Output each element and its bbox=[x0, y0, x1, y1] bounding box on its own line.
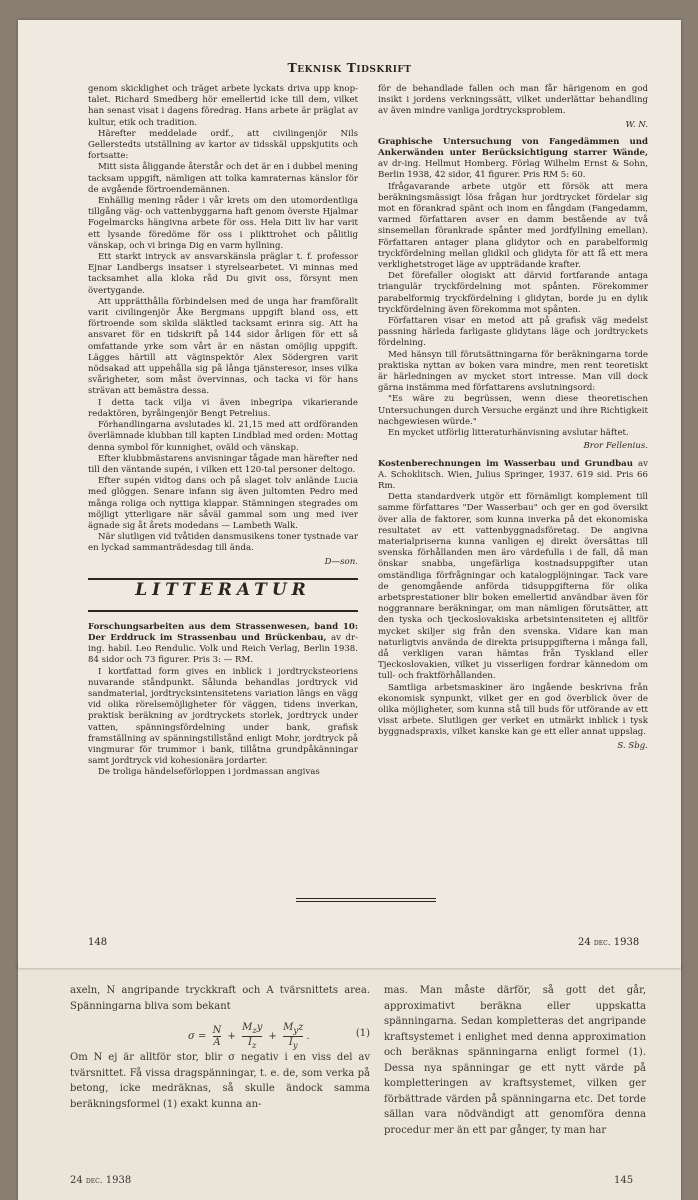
section-banner bbox=[88, 578, 358, 612]
paragraph: Att upprätthålla förbindelsen med de unga har framförallt varit civilingenjör Åke Bergmans uppgift bland oss, ett förtroende som skilda släktled tacksamt erinra sig. Att ha ansvaret för en tidskrift på 144 sidor årligen för ett så omfattande yrke som vårt är en nästan omöjlig uppgift. Lägges härtill att väginspektör Alex Södergren varit nödsakad att uppehålla sig på långa tjänsteresor, inses vilka svårigheter, som måst övervinnas, och tacka vi för hans strävan att bemästra dessa. bbox=[88, 296, 358, 397]
review-quote: "Es wäre zu begrüssen, wenn diese theoretischen Untersuchungen durch Versuche ergänzt und ihre Richtigkeit nachgewiesen würde." bbox=[378, 394, 648, 427]
divider-rule bbox=[296, 898, 436, 899]
review-heading: Forschungsarbeiten aus dem Strassenwesen, band 10: Der Erddruck im Strassenbau und Brückenbau, av dr-ing. habil. Leo Rendulic. Volk und Reich Verlag, Berlin 1938. 84 sidor och 73 figurer. Pris 3: — RM. bbox=[88, 621, 359, 666]
review-text: för de behandlade fallen och man får härigenom en god insikt i jordens verkningssätt, vilket underlättar behandling av även mindre vanliga jordtrycksproblem. bbox=[378, 84, 648, 117]
paragraph: Förhandlingarna avslutades kl. 21,15 med att ordföranden överlämnade klubban till kapten Lindblad med orden: Mottag denna symbol för kunnighet, oväld och vänskap. bbox=[88, 420, 358, 453]
section-title: LITTERATUR bbox=[135, 579, 311, 600]
back-left-text: axeln, N angripande tryckkraft och A tvärsnittets area. Spänningarna bliva som bekant bbox=[70, 985, 370, 1012]
formula-number: (1) bbox=[355, 1028, 370, 1039]
review-heading: Graphische Untersuchung von Fangedämmen und Ankerwänden unter Berücksichtigung starrer Wände, av dr-ing. Hellmut Homberg. Förlag Wilhelm Ernst & Sohn, Berlin 1938, 42 sidor, 41 figurer. Pris RM 5: 60. bbox=[378, 136, 648, 181]
back-right-column bbox=[384, 983, 646, 1138]
paragraph: Mitt sista åliggande återstår och det är en i dubbel mening tacksam uppgift, nämligen att tolka kamraternas känslor för de avgående förtroendemännen. bbox=[88, 162, 358, 195]
review-text: De troliga händelseförloppen i jordmassan angivas bbox=[98, 767, 320, 778]
page-number: 148 bbox=[88, 937, 108, 948]
back-right-text: mas. Man måste därför, så gott det går, approximativt beräkna eller uppskatta spänningarna. Sedan kompletteras det angripande kraftsystemet i enlighet med denna approximation och beräknas spänningarna enligt formel (1). Dessa nya spänningar ge ett nytt värde på kompletteringen av kraftsystemet, vilken ger förbättrade värden på spänningarna etc. Det torde sällan vara nödvändigt att genomföra denna procedur mer än ett par gånger, ty man har bbox=[384, 985, 646, 1136]
banner-rule-bottom bbox=[88, 610, 358, 612]
journal-header: Teknisk Tidskrift bbox=[287, 60, 412, 75]
review-text: Detta standardverk utgör ett förnämligt komplement till samme författares "Der Wasserbau" och ger en god översikt över alla de faktorer, som kunna inverka på det ekonomiska resultatet av ett vattenbyggnadsföretag. De angivna materialpriserna kunna vanligen ej direkt översättas till svenska förhållanden men äro värdefulla i de fall, då man önskar snabba, ungefärliga kostnadsuppgifter utan omständliga förfrågningar och katalogplöjningar. Tack vare de genomgående anförda tidsuppgifterna för olika arbetsprestationer blir boken emellertid användbar även för noggrannare beräkningar, om man nämligen förutsätter, att den tyska och tjeckoslovakiska arbetsintensiteten ej alltför mycket skiljer sig från den svenska. Vidare kan man naturligtvis använda de direkta prisuppgifterna i många fall, då verkligen varan hämtas från Tyskland eller Tjeckoslovakien, vilket ju visserligen fordrar kännedom om tull- och fraktförhållanden. bbox=[378, 492, 648, 682]
review-text: Det förefaller ologiskt att därvid fortfarande antaga triangulär tryckfördelning mot spånten. Förekommer parabelformig tryckfördelning i glidytan, borde ju en dylik tryckfördelning även förekomma mot spånten. bbox=[378, 271, 648, 315]
back-footer-date: 24 dec. 1938 bbox=[70, 1175, 132, 1186]
review-text: En mycket utförlig litteraturhänvisning avslutar häftet. bbox=[388, 428, 629, 439]
back-left-column bbox=[70, 983, 370, 1112]
signature: D—son. bbox=[324, 556, 358, 567]
paragraph: genom skicklighet och träget arbete lyckats driva upp knop-talet. Richard Smedberg hör emellertid icke till dem, vilket han senast visat i dagens föredrag. Hans arbete är präglat av kultur, etik och tradition. bbox=[88, 84, 358, 128]
back-footer-page: 145 bbox=[614, 1175, 634, 1186]
paragraph: Enhällig mening råder i vår krets om den utomordentliga tillgång väg- och vattenbyggarna haft genom överste Hjalmar Fogelmarcks hängivna arbete för oss. Hela Ditt liv har varit ett lysande föredöme för oss i plikttrohet och pålitlig vänskap, och vi bringa Dig en varm hyllning. bbox=[88, 196, 358, 251]
footer-date: 24 dec. 1938 bbox=[578, 937, 640, 948]
review-text: Med hänsyn till förutsättningarna för beräkningarna torde praktiska nyttan av boken vara mindre, men rent teoretiskt är härledningen av mycket stort intresse. Man vill dock gärna instämma med författarens avslutningsord: bbox=[378, 349, 648, 394]
paragraph: I detta tack vilja vi även inbegripa vikarierande redaktören, byråingenjör Bengt Petrelius. bbox=[88, 397, 358, 419]
review-text: Ifrågavarande arbete utgör ett försök att mera beräkningsmässigt lösa frågan hur jordtrycket fördelar sig mot en förankrad spänt och inom en fångdam (Fangedamm, varmed författaren avser en damm bestående av två sinsemellan förankrade spånter med jordfyllning emellan). Författaren antager plana glidytor och en parabelformig tryckfördelning mellan glidkil och glidyta för att få ett mera verklighetstroget läge av uppträdande krafter. bbox=[378, 181, 648, 271]
review-text: Författaren visar en metod att på grafisk väg medelst passning härleda farligaste glidytans läge och jordtryckets fördelning. bbox=[378, 316, 648, 349]
paragraph: Efter supén vidtog dans och på slaget tolv anlände Lucia med glöggen. Senare infann sig även jultomten Pedro med många roliga och nyttiga klappar. Stämningen stegrades om möjligt ytterligare när såväl gammal som ung med iver ägnade sig åt årets modedans — Lambeth Walk. bbox=[88, 476, 358, 531]
back-left-after: Om N ej är alltför stor, blir σ negativ i en viss del av tvärsnittet. Få vissa dragspänningar, t. e. de, som verka på betong, icke medräknas, så skulle ändock samma beräkningsformel (1) exakt kunna an- bbox=[70, 1052, 370, 1110]
main-page bbox=[18, 20, 681, 968]
paragraph: Ett starkt intryck av ansvarskänsla präglar t. f. professor Ejnar Landbergs insatser i styrelsearbetet. Vi minnas med tacksamhet alla kloka råd Du givit oss, försynt men övertygande. bbox=[88, 252, 358, 296]
formula bbox=[70, 1018, 370, 1050]
formula-expression: σ = $\frac{N}{A}$ + $\frac{M_zy}{I_z}$ + $\frac{M_yz}{I_y}$ . bbox=[188, 1022, 310, 1050]
paragraph: Efter klubbmästarens anvisningar tågade man härefter ned till den väntande supén, i vilken ett 120-tal personer deltogo. bbox=[88, 453, 359, 475]
paragraph: Härefter meddelade ordf., att civilingenjör Nils Gellerstedts utställning av kartor av tidsskäl uppskjutits och fortsatte: bbox=[88, 128, 358, 162]
signature: S. Sbg. bbox=[617, 740, 648, 751]
paragraph: När slutligen vid tvåtiden dansmusikens toner tystnade var en lyckad sammanträdesdag till ända. bbox=[88, 532, 358, 554]
signature: W. N. bbox=[625, 119, 648, 130]
review-heading: Kostenberechnungen im Wasserbau und Grundbau av A. Schoklitsch. Wien, Julius Springer, 1937. 619 sid. Pris 66 Rm. bbox=[378, 458, 648, 491]
divider-rule bbox=[296, 901, 436, 902]
left-column bbox=[88, 84, 358, 779]
review-text: Samtliga arbetsmaskiner äro ingående beskrivna från ekonomisk synpunkt, vilket ger en god överblick över de olika möjligheter, som kunna stå till buds för utförande av ett visst arbete. Slutligen ger verket en utmärkt inblick i tysk byggnadspraxis, vilket kanske kan ge ett eller annat uppslag. bbox=[378, 682, 648, 738]
right-column bbox=[378, 84, 648, 758]
back-page bbox=[18, 965, 681, 1200]
review-text: I kortfattad form gives en inblick i jordtrycksteoriens nuvarande ståndpunkt. Sålunda behandlas jordtryck vid sandmaterial, jordtrycksintensitetens variation längs en vägg vid olika rörelsemöjligheter för väggen, tidens inverkan, praktisk beräkning av jordtryckets storlek, jordtryck under vatten, spänningsfördelning under bank, grafisk framställning av spänningstillstånd enligt Mohr, jordtryck på vingmurar för trummor i bank, tillåtna grundpåkänningar samt jordtryck vid kohesionära jordarter. bbox=[88, 666, 358, 767]
signature: Bror Fellenius. bbox=[583, 441, 648, 452]
